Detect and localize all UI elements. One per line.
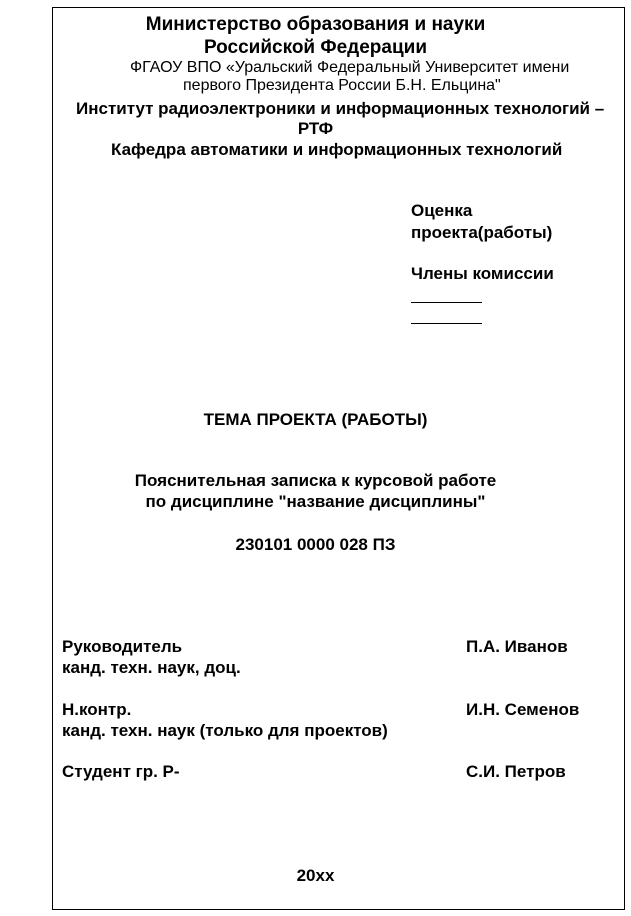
project-topic: ТЕМА ПРОЕКТА (РАБОТЫ) [203, 410, 428, 429]
student-name: С.И. Петров [466, 762, 566, 781]
commission-blank-line-1 [411, 302, 482, 303]
university-line-2: первого Президента России Б.Н. Ельцина" [183, 77, 501, 94]
grade-label-line-1: Оценка [411, 201, 473, 220]
explanatory-note-line-1: Пояснительная записка к курсовой работе [134, 471, 497, 490]
document-code: 230101 0000 028 ПЗ [235, 535, 396, 554]
institute-line-2: РТФ [297, 119, 334, 138]
normcontrol-degree: канд. техн. наук (только для проектов) [62, 721, 388, 740]
commission-blank-line-2 [411, 323, 482, 324]
university-line-1: ФГАОУ ВПО «Уральский Федеральный Университет имени [130, 59, 570, 76]
explanatory-note-line-2: по дисциплине "название дисциплины" [145, 492, 486, 511]
year: 20хх [296, 866, 335, 885]
ministry-line-1: Министерство образования и науки [145, 14, 486, 35]
supervisor-role: Руководитель [62, 637, 183, 656]
ministry-line-2: Российской Федерации [203, 37, 428, 58]
commission-label: Члены комиссии [411, 264, 554, 283]
normcontrol-name: И.Н. Семенов [466, 700, 580, 719]
institute-line-1: Институт радиоэлектроники и информационных технологий – [76, 99, 605, 118]
normcontrol-role: Н.контр. [62, 700, 132, 719]
student-role: Студент гр. Р- [62, 762, 180, 781]
supervisor-name: П.А. Иванов [466, 637, 568, 656]
department-line: Кафедра автоматики и информационных технологий [111, 140, 563, 159]
supervisor-degree: канд. техн. наук, доц. [62, 658, 241, 677]
grade-label-line-2: проекта(работы) [411, 223, 553, 242]
